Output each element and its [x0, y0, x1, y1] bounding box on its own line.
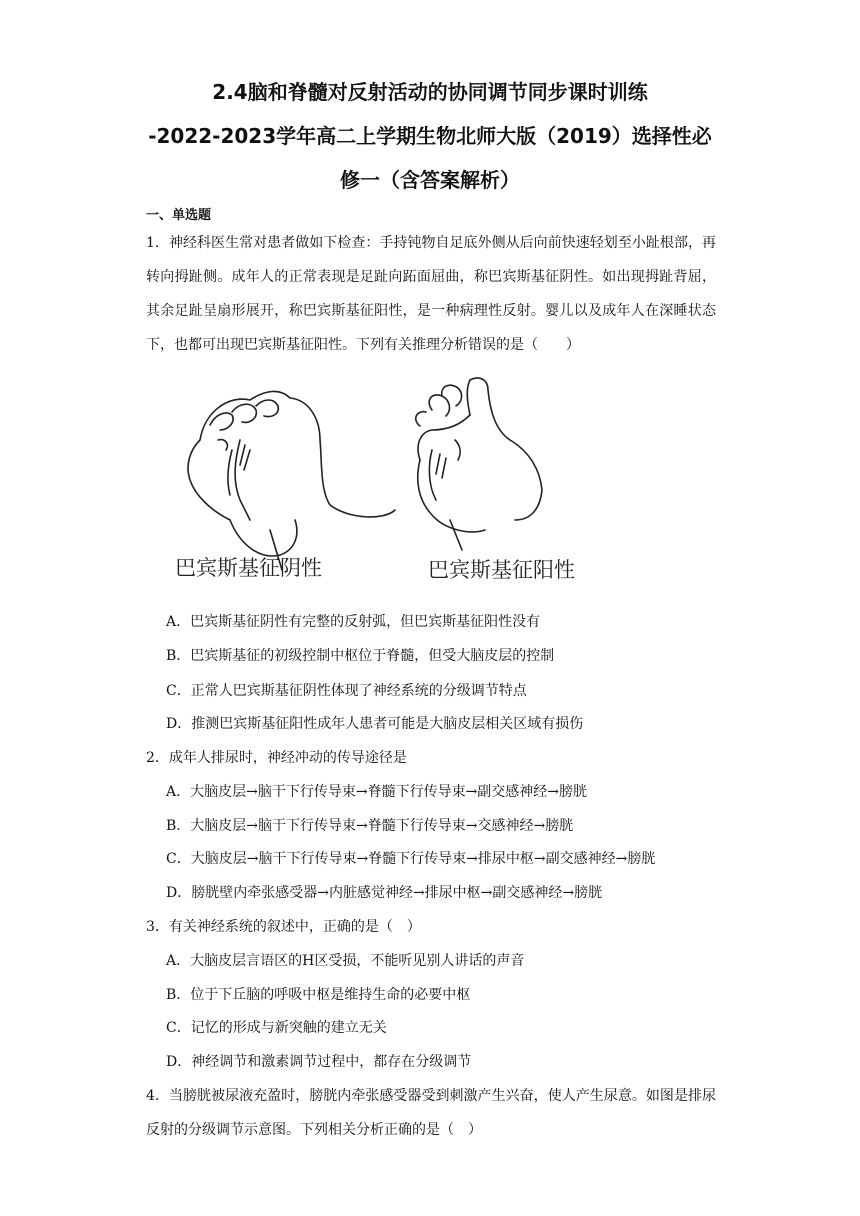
question-1-stem: 1．神经科医生常对患者做如下检查：手持钝物自足底外侧从后向前快速轻划至小趾根部，再转向拇趾侧。成年人的正常表现是足趾向跖面屈曲，称巴宾斯基征阴性。如出现拇趾背屈，其余足趾呈扇形展开，称巴宾斯基征阳性，是一种病理性反射。婴儿以及成年人在深睡状态下，也都可出现巴宾斯基征阳性。下列有关推理分析错误的是（ ）	[146, 235, 716, 353]
q3-option-a: A．大脑皮层言语区的H区受损，不能听见别人讲话的声音	[166, 953, 525, 969]
q3-option-b: B．位于下丘脑的呼吸中枢是维持生命的必要中枢	[166, 987, 471, 1003]
question-3-stem: 3．有关神经系统的叙述中，正确的是（ ）	[146, 919, 421, 935]
section-heading: 一、单选题	[146, 208, 212, 223]
q1-option-d: D．推测巴宾斯基征阳性成年人患者可能是大脑皮层相关区域有损伤	[166, 716, 584, 732]
q2-option-a: A．大脑皮层→脑干下行传导束→脊髓下行传导束→副交感神经→膀胱	[166, 784, 588, 800]
q1-option-b: B．巴宾斯基征的初级控制中枢位于脊髓，但受大脑皮层的控制	[166, 648, 555, 664]
q3-option-d: D．神经调节和激素调节过程中，都存在分级调节	[166, 1054, 472, 1070]
q2-option-b: B．大脑皮层→脑干下行传导束→脊髓下行传导束→交感神经→膀胱	[166, 818, 574, 834]
foot-positive-drawing	[416, 378, 542, 550]
q1-option-c: C．正常人巴宾斯基征阴性体现了神经系统的分级调节特点	[166, 683, 527, 699]
caption-positive: 巴宾斯基征阳性	[428, 558, 575, 582]
title-line-2: -2022-2023学年高二上学期生物北师大版（2019）选择性必	[148, 124, 712, 148]
document-title	[120, 70, 740, 202]
q2-option-d: D．膀胱壁内牵张感受器→内脏感觉神经→排尿中枢→副交感神经→膀胱	[166, 885, 603, 901]
caption-negative: 巴宾斯基征阴性	[175, 556, 322, 580]
question-2-stem: 2．成年人排尿时，神经冲动的传导途径是	[146, 750, 407, 766]
title-line-1: 2.4脑和脊髓对反射活动的协同调节同步课时训练	[212, 80, 648, 104]
q2-option-c: C．大脑皮层→脑干下行传导束→脊髓下行传导束→排尿中枢→副交感神经→膀胱	[166, 851, 656, 867]
foot-negative-drawing	[188, 391, 395, 570]
title-line-3: 修一（含答案解析）	[340, 168, 520, 192]
q3-option-c: C．记忆的形成与新突触的建立无关	[166, 1020, 387, 1036]
question-4-stem: 4．当膀胱被尿液充盈时，膀胱内牵张感受器受到刺激产生兴奋，使人产生尿意。如图是排尿反射的分级调节示意图。下列相关分析正确的是（ ）	[146, 1088, 716, 1138]
babinski-figure	[170, 370, 620, 595]
foot-illustration	[170, 370, 620, 595]
q1-option-a: A．巴宾斯基征阴性有完整的反射弧，但巴宾斯基征阳性没有	[166, 614, 541, 630]
